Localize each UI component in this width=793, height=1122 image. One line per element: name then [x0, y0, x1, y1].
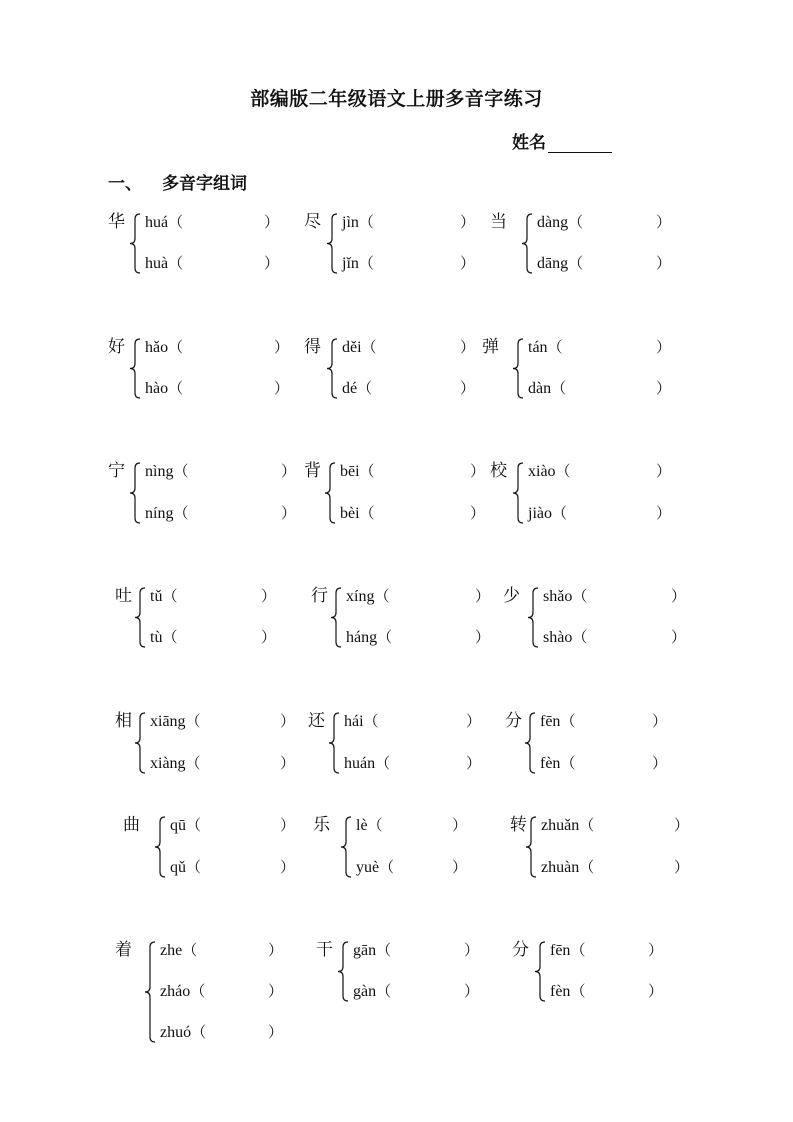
reading-row [150, 711, 201, 732]
polyphone-character: 分 [512, 940, 529, 960]
pinyin-reading: zháo [160, 983, 191, 1000]
answer-blank-close-paren[interactable]: ） [274, 338, 290, 356]
reading-row [145, 212, 183, 233]
section-number: 一、 [108, 174, 142, 194]
answer-blank-close-paren[interactable]: ） [281, 462, 297, 480]
page-title: 部编版二年级语文上册多音字练习 [250, 88, 543, 110]
pinyin-reading: zhuǎn [541, 817, 580, 834]
open-paren: （ [572, 628, 588, 646]
reading-row [550, 981, 585, 1002]
answer-blank-close-paren[interactable]: ） [464, 982, 480, 1000]
pinyin-reading: fèn [540, 755, 561, 772]
pinyin-reading: jìn [342, 214, 359, 231]
polyphone-character: 乐 [313, 815, 330, 835]
pinyin-reading: dàng [537, 214, 569, 231]
open-paren: （ [379, 858, 395, 876]
reading-row [344, 753, 390, 774]
reading-row [356, 815, 383, 836]
polyphone-character: 得 [304, 337, 321, 357]
open-paren: （ [555, 462, 571, 480]
brace-icon [130, 212, 142, 275]
open-paren: （ [579, 816, 595, 834]
reading-row [543, 586, 587, 607]
open-paren: （ [568, 254, 584, 272]
answer-blank-close-paren[interactable]: ） [466, 754, 482, 772]
pinyin-reading: qǔ [170, 859, 186, 876]
polyphone-character: 着 [115, 940, 132, 960]
answer-blank-close-paren[interactable]: ） [656, 462, 672, 480]
polyphone-character: 宁 [108, 461, 125, 481]
answer-blank-close-paren[interactable]: ） [268, 1023, 284, 1041]
pinyin-reading: zhuàn [541, 859, 580, 876]
reading-row [537, 253, 583, 274]
polyphone-character: 尽 [304, 212, 321, 232]
open-paren: （ [191, 1023, 207, 1041]
pinyin-reading: bèi [340, 505, 360, 522]
brace-icon [522, 212, 534, 275]
polyphone-character: 吐 [115, 586, 132, 606]
polyphone-character: 干 [316, 940, 333, 960]
answer-blank-close-paren[interactable]: ） [268, 941, 284, 959]
open-paren: （ [570, 982, 586, 1000]
answer-blank-close-paren[interactable]: ） [656, 379, 672, 397]
open-paren: （ [568, 213, 584, 231]
polyphone-character: 转 [510, 815, 527, 835]
polyphone-character: 还 [308, 711, 325, 731]
answer-blank-close-paren[interactable]: ） [674, 816, 690, 834]
reading-row [160, 1022, 206, 1043]
pinyin-reading: hǎo [145, 339, 169, 356]
pinyin-reading: shǎo [543, 588, 573, 605]
reading-row [342, 337, 377, 358]
answer-blank-close-paren[interactable]: ） [274, 379, 290, 397]
reading-row [528, 503, 567, 524]
name-label: 姓名 [512, 133, 546, 153]
pinyin-reading: shào [543, 629, 573, 646]
polyphone-character: 好 [108, 337, 125, 357]
answer-blank-close-paren[interactable]: ） [460, 379, 476, 397]
open-paren: （ [358, 213, 374, 231]
brace-icon [513, 461, 525, 525]
pinyin-reading: jǐn [342, 255, 359, 272]
reading-row [145, 503, 188, 524]
open-paren: （ [357, 379, 373, 397]
answer-blank-close-paren[interactable]: ） [464, 941, 480, 959]
open-paren: （ [173, 504, 189, 522]
open-paren: （ [190, 982, 206, 1000]
pinyin-reading: tán [528, 339, 548, 356]
open-paren: （ [168, 379, 184, 397]
answer-blank-close-paren[interactable]: ） [648, 982, 664, 1000]
answer-blank-close-paren[interactable]: ） [460, 254, 476, 272]
reading-row [353, 940, 391, 961]
answer-blank-close-paren[interactable]: ） [475, 587, 491, 605]
pinyin-reading: xiāng [150, 713, 186, 730]
pinyin-reading: nìng [145, 463, 174, 480]
reading-row [150, 627, 177, 648]
open-paren: （ [579, 858, 595, 876]
reading-row [145, 461, 188, 482]
reading-row [145, 337, 183, 358]
brace-icon [145, 940, 157, 1044]
pinyin-reading: dé [342, 380, 358, 397]
pinyin-reading: xiàng [150, 755, 186, 772]
pinyin-reading: hào [145, 380, 169, 397]
pinyin-reading: gān [353, 942, 377, 959]
reading-row [541, 815, 594, 836]
reading-row [528, 337, 563, 358]
reading-row [340, 503, 375, 524]
open-paren: （ [168, 338, 184, 356]
section-heading [108, 169, 247, 194]
pinyin-reading: háng [346, 629, 378, 646]
open-paren: （ [168, 213, 184, 231]
pinyin-reading: huán [344, 755, 376, 772]
brace-icon [525, 711, 537, 775]
section-label: 多音字组词 [162, 174, 247, 194]
reading-row [340, 461, 375, 482]
answer-blank-close-paren[interactable]: ） [466, 712, 482, 730]
pinyin-reading: fēn [540, 713, 561, 730]
pinyin-reading: hái [344, 713, 364, 730]
reading-row [537, 212, 583, 233]
polyphone-character: 少 [503, 586, 520, 606]
reading-row [528, 461, 571, 482]
answer-blank-close-paren[interactable]: ） [280, 754, 296, 772]
brace-icon [341, 815, 353, 879]
polyphone-character: 背 [304, 461, 321, 481]
open-paren: （ [185, 712, 201, 730]
polyphone-character: 行 [311, 586, 328, 606]
open-paren: （ [367, 816, 383, 834]
open-paren: （ [375, 754, 391, 772]
polyphone-character: 相 [115, 711, 132, 731]
reading-row [540, 753, 575, 774]
open-paren: （ [359, 504, 375, 522]
name-field [512, 128, 612, 153]
reading-row [528, 378, 566, 399]
reading-row [145, 253, 183, 274]
reading-row [150, 753, 201, 774]
open-paren: （ [162, 587, 178, 605]
brace-icon [526, 815, 538, 879]
pinyin-reading: děi [342, 339, 362, 356]
reading-row [543, 627, 587, 648]
pinyin-reading: xíng [346, 588, 375, 605]
answer-blank-close-paren[interactable]: ） [452, 858, 468, 876]
pinyin-reading: gàn [353, 983, 377, 1000]
open-paren: （ [186, 816, 202, 834]
open-paren: （ [186, 858, 202, 876]
pinyin-reading: lè [356, 817, 368, 834]
reading-row [346, 627, 392, 648]
reading-row [342, 212, 374, 233]
brace-icon [329, 711, 341, 775]
pinyin-reading: zhuó [160, 1024, 192, 1041]
open-paren: （ [376, 941, 392, 959]
pinyin-reading: tù [150, 629, 163, 646]
open-paren: （ [376, 982, 392, 1000]
reading-row [541, 857, 594, 878]
brace-icon [155, 815, 167, 879]
reading-row [160, 940, 197, 961]
pinyin-reading: huá [145, 214, 169, 231]
answer-blank-close-paren[interactable]: ） [470, 462, 486, 480]
pinyin-reading: zhe [160, 942, 183, 959]
answer-blank-close-paren[interactable]: ） [261, 587, 277, 605]
reading-row [540, 711, 575, 732]
pinyin-reading: dàn [528, 380, 552, 397]
brace-icon [325, 461, 337, 525]
open-paren: （ [168, 254, 184, 272]
pinyin-reading: tǔ [150, 588, 163, 605]
pinyin-reading: yuè [356, 859, 380, 876]
answer-blank-close-paren[interactable]: ） [280, 816, 296, 834]
polyphone-character: 曲 [123, 815, 140, 835]
open-paren: （ [552, 504, 568, 522]
reading-row [344, 711, 379, 732]
reading-row [356, 857, 394, 878]
answer-blank-close-paren[interactable]: ） [475, 628, 491, 646]
open-paren: （ [162, 628, 178, 646]
answer-blank-close-paren[interactable]: ） [671, 587, 687, 605]
open-paren: （ [374, 587, 390, 605]
answer-blank-close-paren[interactable]: ） [264, 254, 280, 272]
answer-blank-close-paren[interactable]: ） [671, 628, 687, 646]
answer-blank-close-paren[interactable]: ） [268, 982, 284, 1000]
answer-blank-close-paren[interactable]: ） [674, 858, 690, 876]
pinyin-reading: fèn [550, 983, 571, 1000]
answer-blank-close-paren[interactable]: ） [281, 504, 297, 522]
open-paren: （ [377, 628, 393, 646]
pinyin-reading: xiào [528, 463, 556, 480]
reading-row [346, 586, 389, 607]
polyphone-character: 分 [505, 711, 522, 731]
answer-blank-close-paren[interactable]: ） [656, 504, 672, 522]
brace-icon [327, 212, 339, 275]
pinyin-reading: jiào [528, 505, 552, 522]
brace-icon [528, 586, 540, 649]
answer-blank-close-paren[interactable]: ） [261, 628, 277, 646]
answer-blank-close-paren[interactable]: ） [648, 941, 664, 959]
answer-blank-close-paren[interactable]: ） [652, 754, 668, 772]
answer-blank-close-paren[interactable]: ） [460, 338, 476, 356]
answer-blank-close-paren[interactable]: ） [656, 254, 672, 272]
reading-row [160, 981, 205, 1002]
reading-row [550, 940, 585, 961]
open-paren: （ [570, 941, 586, 959]
pinyin-reading: fēn [550, 942, 571, 959]
reading-row [145, 378, 183, 399]
pinyin-reading: bēi [340, 463, 360, 480]
reading-row [170, 815, 201, 836]
answer-blank-close-paren[interactable]: ） [656, 338, 672, 356]
brace-icon [130, 337, 142, 400]
brace-icon [135, 711, 147, 775]
name-blank-line[interactable] [548, 134, 612, 153]
answer-blank-close-paren[interactable]: ） [652, 712, 668, 730]
brace-icon [535, 940, 547, 1003]
answer-blank-close-paren[interactable]: ） [264, 213, 280, 231]
brace-icon [338, 940, 350, 1003]
brace-icon [513, 337, 525, 400]
polyphone-character: 弹 [482, 337, 499, 357]
reading-row [342, 253, 374, 274]
answer-blank-close-paren[interactable]: ） [470, 504, 486, 522]
polyphone-character: 当 [490, 212, 507, 232]
brace-icon [130, 461, 142, 525]
answer-blank-close-paren[interactable]: ） [460, 213, 476, 231]
pinyin-reading: huà [145, 255, 169, 272]
open-paren: （ [547, 338, 563, 356]
open-paren: （ [182, 941, 198, 959]
reading-row [170, 857, 201, 878]
pinyin-reading: níng [145, 505, 174, 522]
open-paren: （ [572, 587, 588, 605]
open-paren: （ [173, 462, 189, 480]
brace-icon [327, 337, 339, 400]
open-paren: （ [361, 338, 377, 356]
reading-row [353, 981, 391, 1002]
answer-blank-close-paren[interactable]: ） [656, 213, 672, 231]
open-paren: （ [363, 712, 379, 730]
open-paren: （ [551, 379, 567, 397]
brace-icon [331, 586, 343, 649]
answer-blank-close-paren[interactable]: ） [280, 858, 296, 876]
polyphone-character: 校 [490, 461, 507, 481]
open-paren: （ [560, 754, 576, 772]
open-paren: （ [359, 462, 375, 480]
answer-blank-close-paren[interactable]: ） [452, 816, 468, 834]
reading-row [150, 586, 177, 607]
open-paren: （ [560, 712, 576, 730]
polyphone-character: 华 [108, 212, 125, 232]
pinyin-reading: qū [170, 817, 186, 834]
pinyin-reading: dāng [537, 255, 569, 272]
open-paren: （ [358, 254, 374, 272]
reading-row [342, 378, 372, 399]
answer-blank-close-paren[interactable]: ） [280, 712, 296, 730]
brace-icon [135, 586, 147, 649]
open-paren: （ [185, 754, 201, 772]
